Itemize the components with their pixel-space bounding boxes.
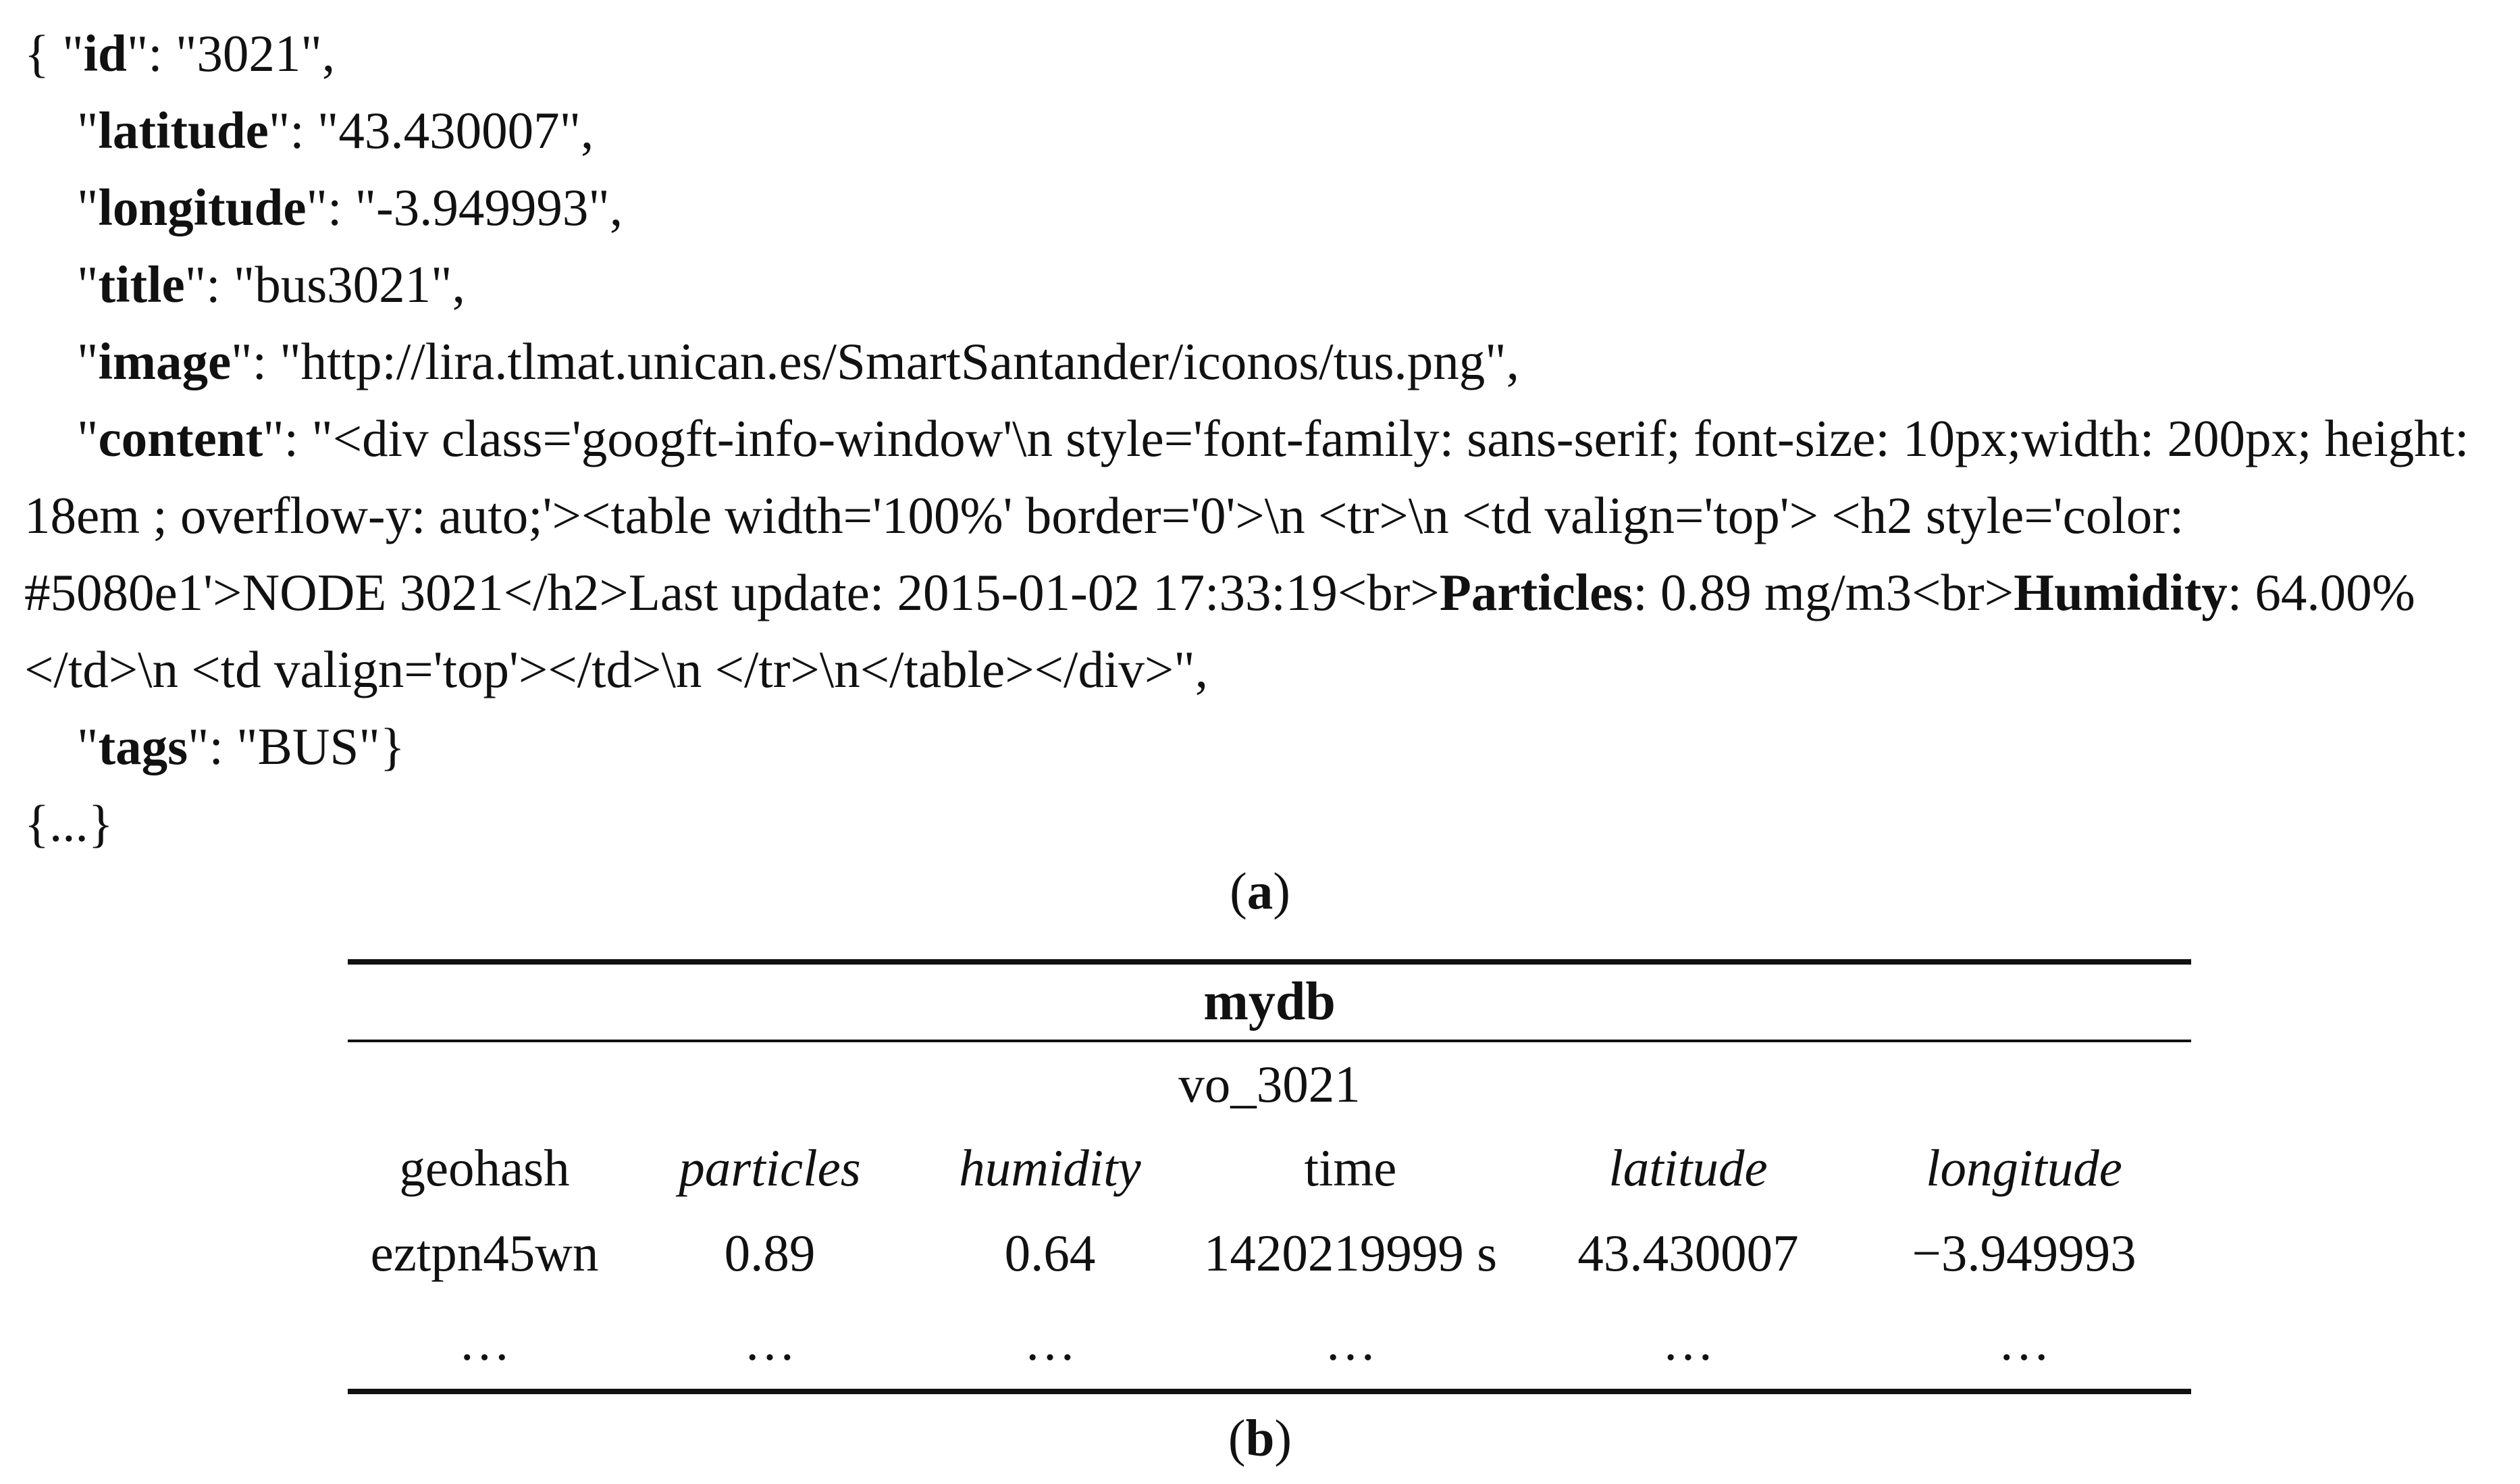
db-name: mydb	[1203, 972, 1336, 1031]
column-header-geohash: geohash	[399, 1139, 570, 1197]
caption-b: (b)	[1228, 1409, 1292, 1467]
caption-a: (a)	[1230, 862, 1290, 920]
table-top-rule	[348, 959, 2191, 965]
value-title: "bus3021",	[233, 255, 465, 313]
key-content: content	[98, 409, 263, 467]
content-part-2: : 0.89 mg/m3<br>	[1633, 563, 2014, 621]
json-line-content: "content": "<div class='googft-info-window'\n style='font-family: sans-serif; font-size: 10px;width: 200px; height: 18em ; overflow-y: auto;'><table width='100%' border='0'>\n <tr>\n <td valign='top'> <h2 style='color: #5080e1'>NODE 3021</h2>Last update: 2015-01-02 17:33:19<br>Particles: 0.89 mg/m3<br>Humidity: 64.00% </td>\n <td valign='top'></td>\n </tr>\n</table></div>",	[24, 409, 2469, 698]
table-cell-ellipsis: …	[1998, 1313, 2050, 1371]
key-particles: Particles	[1439, 563, 1633, 621]
table-cell: eztpn45wn	[370, 1224, 599, 1282]
column-header-particles: particles	[679, 1139, 861, 1197]
table-cell: −3.949993	[1912, 1224, 2136, 1282]
key-tags: tags	[98, 717, 188, 775]
table-bottom-rule	[348, 1389, 2191, 1394]
content-part-3: : 64.00% </td>\n <td valign='top'></td>\n </tr>\n</table></div>",	[24, 563, 2415, 698]
value-image: "http://lira.tlmat.unican.es/SmartSantander/iconos/tus.png",	[280, 332, 1519, 390]
table-cell-ellipsis: …	[743, 1313, 796, 1371]
table-cell: 0.89	[724, 1224, 816, 1282]
json-record	[24, 15, 2509, 862]
table-cell: 1420219999 s	[1203, 1224, 1498, 1282]
open-brace: {	[24, 24, 63, 82]
json-line-tags: "tags": "BUS"}	[77, 717, 405, 775]
key-latitude: latitude	[98, 101, 269, 159]
table-cell-ellipsis: …	[1324, 1313, 1377, 1371]
json-line-latitude: "latitude": "43.430007",	[77, 101, 594, 159]
column-header-time: time	[1304, 1139, 1397, 1197]
json-line-longitude: "longitude": "-3.949993",	[77, 178, 623, 236]
value-id: "3021",	[175, 24, 336, 82]
table-cell-ellipsis: …	[1024, 1313, 1076, 1371]
value-latitude: "43.430007",	[317, 101, 594, 159]
column-header-humidity: humidity	[959, 1139, 1141, 1197]
column-header-latitude: latitude	[1608, 1139, 1768, 1197]
table-cell-ellipsis: …	[458, 1313, 510, 1371]
json-line-image: "image": "http://lira.tlmat.unican.es/SmartSantander/iconos/tus.png",	[77, 332, 1519, 390]
key-id: id	[83, 24, 127, 82]
value-tags: "BUS"}	[236, 717, 405, 775]
measurement-name: vo_3021	[1178, 1055, 1361, 1113]
json-more: {...}	[24, 794, 113, 852]
json-line-id: { "id": "3021",	[24, 24, 336, 82]
key-humidity: Humidity	[2014, 563, 2228, 621]
caption-a-letter: a	[1246, 862, 1274, 920]
table-cell: 0.64	[1004, 1224, 1096, 1282]
column-header-longitude: longitude	[1926, 1139, 2122, 1197]
key-longitude: longitude	[98, 178, 307, 236]
content-part-1: "<div class='googft-info-window'\n style='font-family: sans-serif; font-size: 10px;width: 200px; height: 18em ; overflow-y: auto;'><table width='100%' border='0'>\n <tr>\n <td valign='top'> <h2 style='color: #5080e1'>NODE 3021</h2>Last update: 2015-01-02 17:33:19<br>	[24, 409, 2469, 621]
table-cell: 43.430007	[1577, 1224, 1799, 1282]
table-grid	[348, 1126, 2191, 1389]
value-longitude: "-3.949993",	[355, 178, 623, 236]
table-cell-ellipsis: …	[1662, 1313, 1714, 1371]
caption-b-letter: b	[1245, 1409, 1275, 1467]
key-title: title	[98, 255, 185, 313]
json-line-title: "title": "bus3021",	[77, 255, 465, 313]
key-image: image	[98, 332, 232, 390]
mydb-table	[348, 959, 2191, 1394]
